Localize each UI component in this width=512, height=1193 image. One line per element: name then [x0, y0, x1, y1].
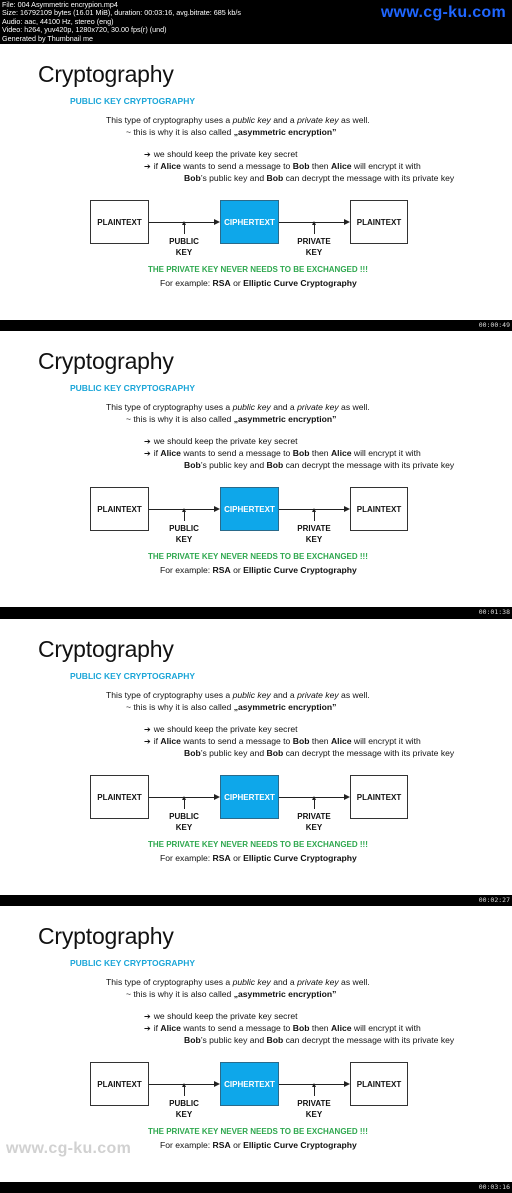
- ciphertext-box: CIPHERTEXT: [220, 487, 279, 531]
- slide-title: Cryptography: [38, 923, 174, 949]
- arrow-bullet-icon: ➔: [144, 725, 151, 734]
- private-key-label: PRIVATE KEY: [297, 237, 331, 257]
- arrow-bullet-icon: ➔: [144, 162, 151, 171]
- public-key-label: PUBLIC KEY: [169, 524, 199, 544]
- example-line: For example: RSA or Elliptic Curve Cryptography: [160, 565, 357, 575]
- private-key-note: THE PRIVATE KEY NEVER NEEDS TO BE EXCHANGED !!!: [148, 840, 368, 849]
- frame-timestamp: 00:01:38: [478, 608, 510, 616]
- bullet-keep-secret: ➔ we should keep the private key secret: [144, 1011, 298, 1021]
- frame-timestamp-bar: [0, 895, 512, 906]
- arrow-up-icon: [182, 221, 186, 225]
- arrow-bullet-icon: ➔: [144, 449, 151, 458]
- asymmetric-line: ~ this is why it is also called „asymmetric encryption”: [126, 127, 337, 137]
- video-frame: [0, 331, 512, 607]
- frame-timestamp: 00:02:27: [478, 896, 510, 904]
- arrow-up-icon: [312, 508, 316, 512]
- slide-title: Cryptography: [38, 61, 174, 87]
- bullet-continuation: Bob’s public key and Bob can decrypt the message with its private key: [184, 460, 455, 470]
- bullet-continuation: Bob’s public key and Bob can decrypt the message with its private key: [184, 1035, 455, 1045]
- arrow-bullet-icon: ➔: [144, 1012, 151, 1021]
- slide-title: Cryptography: [38, 636, 174, 662]
- watermark-top: www.cg-ku.com: [380, 4, 506, 21]
- intro-line: This type of cryptography uses a public key and a private key as well.: [106, 115, 370, 125]
- audio-info-text: Audio: aac, 44100 Hz, stereo (eng): [2, 16, 114, 26]
- frame-timestamp-bar: [0, 320, 512, 331]
- arrow-bullet-icon: ➔: [144, 150, 151, 159]
- file-name-text: File: 004 Asymmetric encrypion.mp4: [2, 0, 118, 9]
- example-line: For example: RSA or Elliptic Curve Cryptography: [160, 853, 357, 863]
- arrow-up-icon: [312, 796, 316, 800]
- arrow-up-icon: [182, 796, 186, 800]
- video-info-text: Video: h264, yuv420p, 1280x720, 30.00 fps(r) (und): [2, 25, 167, 35]
- slide-title: Cryptography: [38, 348, 174, 374]
- watermark-bottom: www.cg-ku.com: [6, 1140, 132, 1157]
- intro-line: This type of cryptography uses a public key and a private key as well.: [106, 977, 370, 987]
- plaintext-box-left: PLAINTEXT: [90, 775, 149, 819]
- frame-timestamp: 00:00:49: [478, 321, 510, 329]
- ciphertext-box: CIPHERTEXT: [220, 775, 279, 819]
- example-line: For example: RSA or Elliptic Curve Cryptography: [160, 278, 357, 288]
- private-key-note: THE PRIVATE KEY NEVER NEEDS TO BE EXCHANGED !!!: [148, 265, 368, 274]
- bullet-continuation: Bob’s public key and Bob can decrypt the message with its private key: [184, 748, 455, 758]
- bullet-keep-secret: ➔ we should keep the private key secret: [144, 149, 298, 159]
- frame-timestamp-bar: [0, 1182, 512, 1193]
- public-key-label: PUBLIC KEY: [169, 812, 199, 832]
- arrow-up-icon: [312, 221, 316, 225]
- bullet-alice-bob: ➔ if Alice wants to send a message to Bob then Alice will encrypt it with: [144, 448, 421, 458]
- arrow-bullet-icon: ➔: [144, 437, 151, 446]
- frame-timestamp-bar: [0, 607, 512, 618]
- video-frame: [0, 619, 512, 895]
- ciphertext-box: CIPHERTEXT: [220, 1062, 279, 1106]
- plaintext-box-left: PLAINTEXT: [90, 1062, 149, 1106]
- intro-line: This type of cryptography uses a public key and a private key as well.: [106, 690, 370, 700]
- arrow-up-icon: [182, 508, 186, 512]
- plaintext-box-right: PLAINTEXT: [350, 487, 408, 531]
- example-line: For example: RSA or Elliptic Curve Cryptography: [160, 1140, 357, 1150]
- bullet-continuation: Bob’s public key and Bob can decrypt the message with its private key: [184, 173, 455, 183]
- asymmetric-line: ~ this is why it is also called „asymmetric encryption”: [126, 989, 337, 999]
- plaintext-box-right: PLAINTEXT: [350, 775, 408, 819]
- plaintext-box-left: PLAINTEXT: [90, 487, 149, 531]
- public-key-label: PUBLIC KEY: [169, 237, 199, 257]
- plaintext-box-right: PLAINTEXT: [350, 1062, 408, 1106]
- plaintext-box-right: PLAINTEXT: [350, 200, 408, 244]
- file-size-text: Size: 16792109 bytes (16.01 MiB), duration: 00:03:16, avg.bitrate: 685 kb/s: [2, 8, 241, 18]
- arrow-up-icon: [312, 1083, 316, 1087]
- bullet-alice-bob: ➔ if Alice wants to send a message to Bob then Alice will encrypt it with: [144, 1023, 421, 1033]
- bullet-keep-secret: ➔ we should keep the private key secret: [144, 436, 298, 446]
- asymmetric-line: ~ this is why it is also called „asymmetric encryption”: [126, 702, 337, 712]
- private-key-note: THE PRIVATE KEY NEVER NEEDS TO BE EXCHANGED !!!: [148, 552, 368, 561]
- arrow-bullet-icon: ➔: [144, 1024, 151, 1033]
- bullet-alice-bob: ➔ if Alice wants to send a message to Bob then Alice will encrypt it with: [144, 736, 421, 746]
- bullet-keep-secret: ➔ we should keep the private key secret: [144, 724, 298, 734]
- asymmetric-line: ~ this is why it is also called „asymmetric encryption”: [126, 414, 337, 424]
- ciphertext-box: CIPHERTEXT: [220, 200, 279, 244]
- slide-subtitle: PUBLIC KEY CRYPTOGRAPHY: [70, 96, 196, 106]
- video-frame: [0, 44, 512, 320]
- frame-timestamp: 00:03:16: [478, 1183, 510, 1191]
- private-key-label: PRIVATE KEY: [297, 812, 331, 832]
- slide-subtitle: PUBLIC KEY CRYPTOGRAPHY: [70, 958, 196, 968]
- generator-text: Generated by Thumbnail me: [2, 33, 93, 43]
- private-key-label: PRIVATE KEY: [297, 524, 331, 544]
- slide-subtitle: PUBLIC KEY CRYPTOGRAPHY: [70, 383, 196, 393]
- slide-subtitle: PUBLIC KEY CRYPTOGRAPHY: [70, 671, 196, 681]
- public-key-label: PUBLIC KEY: [169, 1099, 199, 1119]
- intro-line: This type of cryptography uses a public key and a private key as well.: [106, 402, 370, 412]
- private-key-label: PRIVATE KEY: [297, 1099, 331, 1119]
- arrow-up-icon: [182, 1083, 186, 1087]
- bullet-alice-bob: ➔ if Alice wants to send a message to Bob then Alice will encrypt it with: [144, 161, 421, 171]
- plaintext-box-left: PLAINTEXT: [90, 200, 149, 244]
- private-key-note: THE PRIVATE KEY NEVER NEEDS TO BE EXCHANGED !!!: [148, 1127, 368, 1136]
- arrow-bullet-icon: ➔: [144, 737, 151, 746]
